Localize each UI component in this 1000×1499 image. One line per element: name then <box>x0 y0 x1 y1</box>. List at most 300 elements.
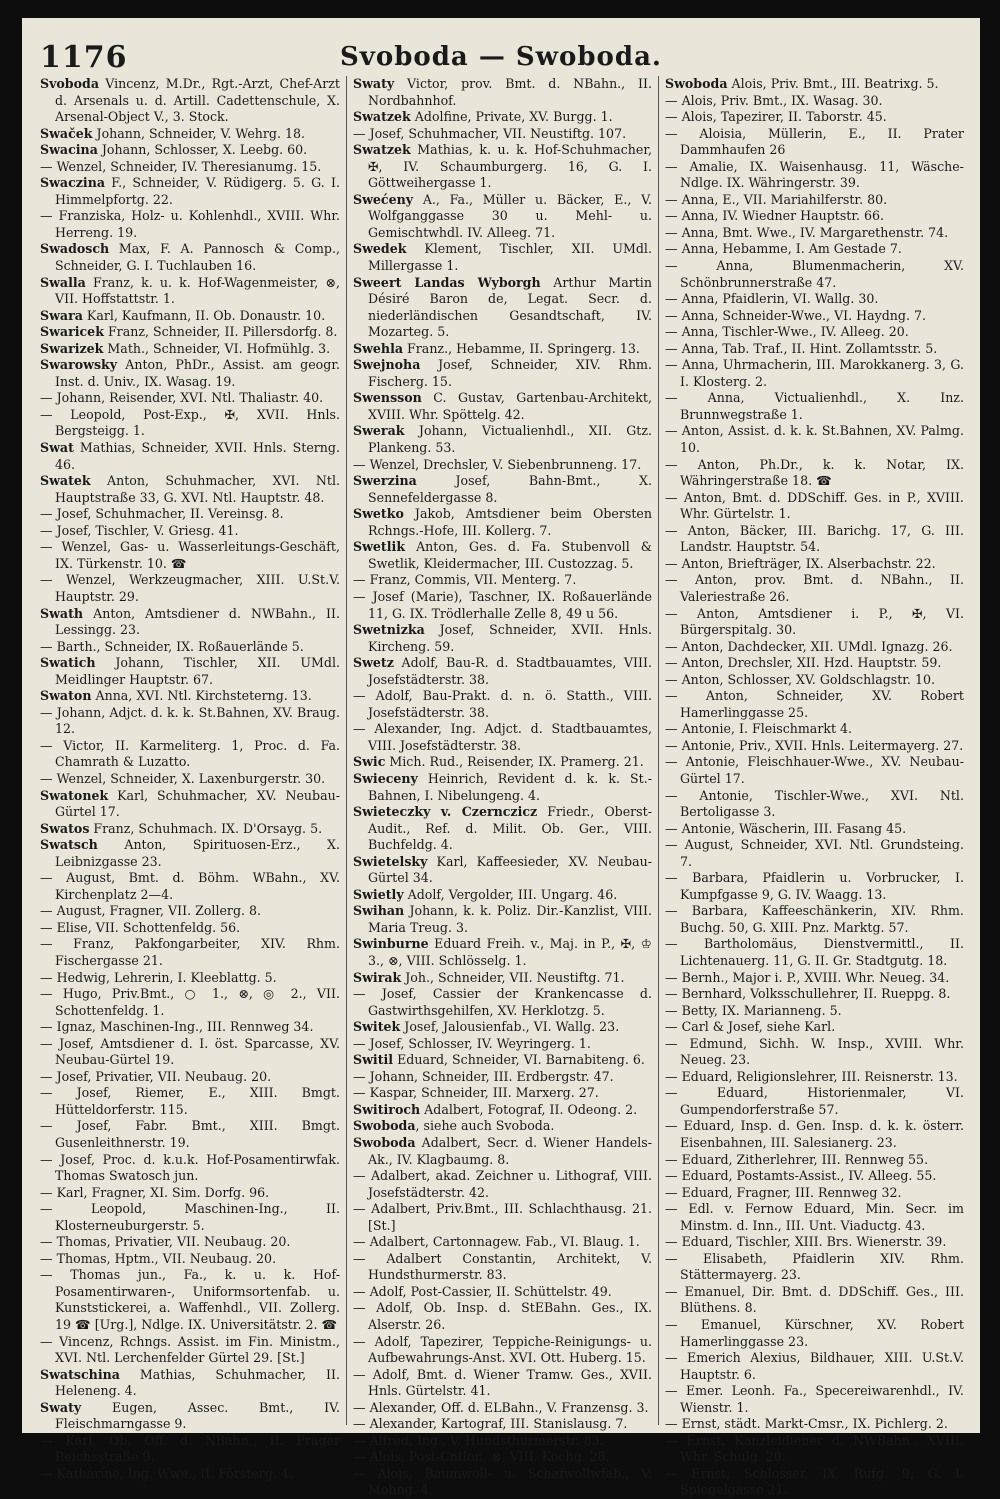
entry-text: — Betty, IX. Marianneng. 5. <box>664 1002 842 1018</box>
entry-text: Anton, Amtsdiener d. NWBahn., II. Lessingg. 23. <box>55 605 340 638</box>
directory-entry <box>665 1383 964 1416</box>
directory-entry <box>353 804 652 854</box>
directory-entry <box>40 1085 340 1118</box>
entry-text: — Franz, Pakfongarbeiter, XIV. Rhm. Fischergasse 21. <box>40 936 340 968</box>
entry-surname: Swara <box>40 307 83 323</box>
directory-entry <box>40 126 340 143</box>
entry-text: — Anton, Briefträger, IX. Alserbachstr. 22. <box>664 555 936 571</box>
entry-text: — Alois, Tapezirer, II. Taborstr. 45. <box>664 109 887 125</box>
directory-entry <box>665 1317 964 1350</box>
entry-text: — Josef, Privatier, VII. Neubaug. 20. <box>40 1068 272 1084</box>
entry-text: — Franziska, Holz- u. Kohlenhdl., XVIII. Whr. Herreng. 19. <box>40 208 340 240</box>
directory-entry <box>665 225 964 242</box>
directory-entry <box>353 142 652 192</box>
entry-text: — Josef, Schuhmacher, II. Vereinsg. 8. <box>40 506 284 522</box>
directory-entry <box>353 506 652 539</box>
directory-entry <box>353 1251 652 1284</box>
directory-entry <box>40 1334 340 1367</box>
directory-entry <box>40 1400 340 1433</box>
entry-text: — Carl & Josef, siehe Karl. <box>664 1019 836 1035</box>
directory-entry <box>665 970 964 987</box>
entry-surname: Swoboda <box>352 1135 416 1150</box>
entry-text: — Wenzel, Werkzeugmacher, XIII. U.St.V. Hauptstr. 29. <box>40 572 340 604</box>
entry-text: Eduard Freih. v., Maj. in P., ✠, ♔ 3., ⊗, VIII. Schlösselg. 1. <box>367 936 652 968</box>
entry-text: — Eduard, Historienmaler, VI. Gumpendorferstraße 57. <box>664 1085 964 1117</box>
entry-surname: Swietelsky <box>352 853 428 869</box>
entry-text: — Anton, prov. Bmt. d. NBahn., II. Valeriestraße 26. <box>664 572 964 604</box>
entry-text: — August, Schneider, XVI. Ntl. Grundsteing. 7. <box>664 837 964 869</box>
directory-entry <box>40 1267 340 1333</box>
entry-surname: Swatonek <box>40 787 109 803</box>
directory-entry <box>665 457 964 490</box>
directory-entry <box>665 1433 964 1466</box>
directory-entry <box>40 407 340 440</box>
entry-text: Victor, prov. Bmt. d. NBahn., II. Nordbahnhof. <box>367 76 652 108</box>
column-1 <box>34 76 346 1481</box>
entry-surname: Swirak <box>352 969 402 985</box>
directory-entry <box>353 126 652 143</box>
entry-surname: Switek <box>352 1019 401 1035</box>
entry-surname: Swadosch <box>40 241 110 257</box>
directory-entry <box>665 788 964 821</box>
entry-text: — Anton, Drechsler, XII. Hzd. Hauptstr. 59. <box>664 655 942 671</box>
entry-text: Adalbert, Fotograf, II. Odeong. 2. <box>420 1101 638 1117</box>
directory-entry <box>353 655 652 688</box>
entry-surname: Swinburne <box>352 936 429 952</box>
entry-text: — Kaspar, Schneider, III. Marxerg. 27. <box>352 1085 599 1101</box>
directory-entry <box>353 357 652 390</box>
entry-text: — Antonie, Wäscherin, III. Fasang 45. <box>664 820 907 836</box>
entry-text: — Josef, Amtsdiener d. I. öst. Sparcasse, XV. Neubau-Gürtel 19. <box>40 1035 340 1068</box>
entry-text: — Adolf, Bau-Prakt. d. n. ö. Statth., VIII. Josefstädterstr. 38. <box>352 688 652 720</box>
directory-entry <box>40 1234 340 1251</box>
directory-entry <box>40 208 340 241</box>
column-2 <box>346 76 658 1498</box>
entry-text: Franz, k. u. k. Hof-Wagenmeister, ⊗, VII. Hoffstattstr. 1. <box>55 274 340 307</box>
entry-text: — Bernh., Major i. P., XVIII. Whr. Neueg. 34. <box>664 969 950 985</box>
directory-entry <box>665 258 964 291</box>
directory-entry <box>665 192 964 209</box>
directory-entry <box>353 1367 652 1400</box>
directory-page <box>22 18 980 1498</box>
running-head: Svoboda — Swoboda. <box>340 42 662 72</box>
entry-text: — Johann, Adjct. d. k. k. St.Bahnen, XV. Braug. 12. <box>40 704 340 737</box>
directory-entry <box>665 1466 964 1499</box>
entry-text: — Ernst, städt. Markt-Cmsr., IX. Pichlerg. 2. <box>664 1416 948 1432</box>
entry-text: — Aloisia, Müllerin, E., II. Prater Dammhaufen 26 <box>664 125 964 158</box>
entry-text: Johann, Tischler, XII. UMdl. Meidlinger Hauptstr. 67. <box>55 655 340 687</box>
directory-entry <box>353 1300 652 1333</box>
directory-entry <box>40 241 340 274</box>
entry-text: — Adalbert, Cartonnagew. Fab., VI. Blaug. 1. <box>352 1234 640 1250</box>
directory-entry <box>665 291 964 308</box>
directory-entry <box>40 771 340 788</box>
directory-entry <box>665 672 964 689</box>
directory-entry <box>353 854 652 887</box>
entry-text: — Anna, Hebamme, I. Am Gestade 7. <box>664 241 902 257</box>
entry-text: Math., Schneider, VI. Hofmühlg. 3. <box>103 340 331 356</box>
directory-entry <box>40 870 340 903</box>
entry-text: — Anna, Uhrmacherin, III. Marokkanerg. 3, G. I. Klosterg. 2. <box>664 357 964 389</box>
entry-surname: Swensson <box>352 390 422 406</box>
entry-surname: Swaty <box>40 1399 82 1415</box>
directory-entry <box>353 1118 652 1135</box>
entry-surname: Swetlik <box>352 539 406 555</box>
entry-surname: Swatschina <box>40 1366 120 1382</box>
entry-text: — Wenzel, Schneider, X. Laxenburgerstr. 30. <box>40 770 326 786</box>
directory-entry <box>353 1168 652 1201</box>
entry-text: — Thomas, Privatier, VII. Neubaug. 20. <box>40 1234 291 1250</box>
directory-entry <box>665 1234 964 1251</box>
entry-text: — Josef (Marie), Taschner, IX. Roßauerlände 11, G. IX. Trödlerhalle Zelle 8, 49 u 56. <box>352 588 652 621</box>
entry-text: — Emer. Leonh. Fa., Specereiwarenhdl., IV. Wienstr. 1. <box>664 1383 964 1415</box>
entry-text: — Leopold, Post-Exp., ✠, XVII. Hnls. Bergsteigg. 1. <box>40 406 340 439</box>
entry-text: — Anna, Pfaidlerin, VI. Wallg. 30. <box>664 291 879 307</box>
entry-surname: Swatich <box>40 655 96 671</box>
entry-text: — Alexander, Ing. Adjct. d. Stadtbauamtes, VIII. Josefstädterstr. 38. <box>352 721 652 753</box>
directory-entry <box>353 539 652 572</box>
directory-entry <box>353 622 652 655</box>
directory-entry <box>665 1201 964 1234</box>
directory-entry <box>665 126 964 159</box>
entry-text: — Ernst, Schlosser, IX. Rufg. 9, G. I. Spiegelgasse 21. <box>664 1465 964 1498</box>
directory-entry <box>40 1019 340 1036</box>
directory-entry <box>40 1466 340 1483</box>
entry-surname: Svoboda <box>40 76 99 91</box>
columns <box>34 76 970 1498</box>
entry-text: — Eduard, Fragner, III. Rennweg 32. <box>664 1184 902 1200</box>
entry-surname: Swoboda <box>664 76 728 91</box>
entry-text: — Alois, Baumwoll- u. Schafwollwfab., V. Mohng. 4. <box>352 1465 652 1498</box>
entry-surname: Swieceny <box>352 770 418 786</box>
entry-surname: Swatsch <box>40 837 98 853</box>
directory-entry <box>40 1201 340 1234</box>
directory-entry <box>665 821 964 838</box>
directory-entry <box>353 1449 652 1466</box>
entry-surname: Swatek <box>40 473 91 489</box>
directory-entry <box>40 688 340 705</box>
entry-text: — August, Fragner, VII. Zollerg. 8. <box>40 903 262 919</box>
directory-entry <box>665 936 964 969</box>
entry-text: A., Fa., Müller u. Bäcker, E., V. Wolfganggasse 30 u. Mehl- u. Gemischtwhdl. IV. Alleeg. 71. <box>367 191 652 240</box>
directory-entry <box>353 1433 652 1450</box>
entry-text: Johann, Schlosser, X. Leebg. 60. <box>97 142 308 158</box>
column-3 <box>658 76 970 1498</box>
entry-surname: Swarizek <box>40 340 104 356</box>
entry-surname: Swerzina <box>352 473 417 489</box>
entry-surname: Switil <box>352 1052 394 1068</box>
entry-text: — Anna, Tab. Traf., II. Hint. Zollamtsstr. 5. <box>664 340 938 356</box>
directory-entry <box>665 1069 964 1086</box>
entry-text: — Karl, Ob. Off. d. NBahn., II. Prager Reichsstraße 9. <box>40 1432 340 1465</box>
directory-entry <box>40 341 340 358</box>
entry-surname: Swieteczky v. Czernczicz <box>352 804 538 820</box>
entry-text: Anton, Schuhmacher, XVI. Ntl. Hauptstraße 33, G. XVI. Ntl. Hauptstr. 48. <box>55 473 340 505</box>
entry-text: — Thomas, Hptm., VII. Neubaug. 20. <box>40 1250 277 1266</box>
directory-entry <box>353 390 652 423</box>
directory-entry <box>40 275 340 308</box>
entry-text: Adalbert, Secr. d. Wiener Handels-Ak., IV. Klagbaumg. 8. <box>367 1135 652 1167</box>
entry-text: — Bartholomäus, Dienstvermittl., II. Lichtenauerg. 11, G. II. Gr. Stadtgutg. 18. <box>664 936 964 968</box>
entry-text: Karl, Schuhmacher, XV. Neubau-Gürtel 17. <box>55 787 340 820</box>
entry-text: — Adalbert Constantin, Architekt, V. Hundsthurmerstr. 83. <box>352 1250 652 1283</box>
directory-entry <box>353 1019 652 1036</box>
entry-text: — Thomas jun., Fa., k. u. k. Hof-Posamentirwaren-, Uniformsortenfab. u. Kunststickerei, a. Waffenhdl., VII. Zollerg. 19 ☎ [Urg.], Ndlge. IX. Universitätstr. 2. ☎ <box>40 1267 340 1333</box>
entry-text: — Alfred, Ing., V. Hundsthurmerstr. 83. <box>352 1432 604 1448</box>
entry-surname: Sweert Landas Wyborgh <box>352 274 541 290</box>
entry-text: — Alois, Priv. Bmt., IX. Wasag. 30. <box>664 92 883 108</box>
entry-text: Heinrich, Revident d. k. k. St.-Bahnen, I. Nibelungeng. 4. <box>367 770 652 803</box>
directory-entry <box>665 1251 964 1284</box>
entry-text: — Victor, II. Karmeliterg. 1, Proc. d. Fa. Chamrath & Luzatto. <box>40 737 340 770</box>
entry-surname: Swic <box>352 754 386 770</box>
entry-text: — Antonie, Priv., XVII. Hnls. Leitermayerg. 27. <box>664 737 964 753</box>
directory-entry <box>40 788 340 821</box>
entry-text: — Anna, E., VII. Mariahilferstr. 80. <box>664 191 888 207</box>
directory-entry <box>665 655 964 672</box>
directory-entry <box>40 837 340 870</box>
directory-entry <box>40 1251 340 1268</box>
directory-entry <box>665 423 964 456</box>
entry-surname: Swietly <box>352 886 404 902</box>
entry-surname: Swatos <box>40 820 90 836</box>
directory-entry <box>353 423 652 456</box>
directory-entry <box>353 1466 652 1499</box>
entry-text: Mathias, Schuhmacher, II. Heleneng. 4. <box>55 1366 340 1399</box>
directory-entry <box>40 970 340 987</box>
entry-text: — Hedwig, Lehrerin, I. Kleeblattg. 5. <box>40 969 277 985</box>
entry-text: Adolfine, Private, XV. Burgg. 1. <box>410 109 613 125</box>
entry-text: — Anton, Dachdecker, XII. UMdl. Ignazg. 26. <box>664 638 953 654</box>
entry-surname: Swaton <box>40 688 92 704</box>
entry-text: Mathias, Schneider, XVII. Hnls. Sterng. 46. <box>55 440 340 472</box>
directory-entry <box>353 1036 652 1053</box>
entry-text: — Anton, Schneider, XV. Robert Hamerlinggasse 25. <box>664 688 964 720</box>
entry-surname: Swehla <box>352 340 404 356</box>
entry-surname: Swat <box>40 440 74 456</box>
entry-surname: Swaček <box>40 125 93 141</box>
entry-text: — Adolf, Ob. Insp. d. StEBahn. Ges., IX. Alserstr. 26. <box>352 1300 652 1333</box>
entry-text: — Ignaz, Maschinen-Ing., III. Rennweg 34. <box>40 1019 314 1035</box>
entry-surname: Swarowsky <box>40 357 118 373</box>
directory-entry <box>665 159 964 192</box>
directory-entry <box>40 986 340 1019</box>
entry-text: — Karl, Fragner, XI. Sim. Dorfg. 96. <box>40 1184 270 1200</box>
entry-text: — Edmund, Sichh. W. Insp., XVIII. Whr. Neueg. 23. <box>664 1035 964 1068</box>
entry-text: — Antonie, I. Fleischmarkt 4. <box>664 721 853 737</box>
directory-entry <box>40 324 340 341</box>
directory-entry <box>40 606 340 639</box>
directory-entry <box>353 572 652 589</box>
entry-text: Anton, PhDr., Assist. am geogr. Inst. d. Univ., IX. Wasag. 19. <box>55 357 340 389</box>
entry-text: Josef, Jalousienfab., VI. Wallg. 23. <box>400 1019 620 1035</box>
directory-entry <box>665 1036 964 1069</box>
entry-text: — Anna, IV. Wiedner Hauptstr. 66. <box>664 208 885 224</box>
directory-entry <box>665 324 964 341</box>
directory-entry <box>665 1168 964 1185</box>
entry-text: — Franz, Commis, VII. Menterg. 7. <box>352 572 577 588</box>
entry-text: — Adolf, Tapezirer, Teppiche-Reinigungs- u. Aufbewahrungs-Anst. XVI. Ott. Huberg. 15. <box>352 1333 652 1366</box>
entry-text: — Anton, Bäcker, III. Barichg. 17, G. III. Landstr. Hauptstr. 54. <box>664 522 964 555</box>
directory-entry <box>40 903 340 920</box>
entry-text: — Josef, Schlosser, IV. Weyringerg. 1. <box>352 1035 591 1051</box>
entry-text: — Anna, Schneider-Wwe., VI. Haydng. 7. <box>664 307 927 323</box>
entry-surname: Swaczina <box>40 175 106 191</box>
directory-entry <box>353 1102 652 1119</box>
entry-surname: Swaricek <box>40 324 104 340</box>
entry-text: — Edl. v. Fernow Eduard, Min. Secr. im Minstm. d. Inn., III. Unt. Viaductg. 43. <box>664 1201 964 1233</box>
entry-text: — Ernst, Kanzleidiener d. NWBahn., XVIII. Whr. Schulg. 20. <box>664 1432 964 1465</box>
directory-entry <box>353 1069 652 1086</box>
entry-text: Adolf, Bau-R. d. Stadtbauamtes, VIII. Josefstädterstr. 38. <box>367 655 652 687</box>
entry-text: — Wenzel, Drechsler, V. Siebenbrunneng. 17. <box>352 456 642 472</box>
directory-entry <box>353 1052 652 1069</box>
entry-text: Mathias, k. u. k. Hof-Schuhmacher, ✠, IV. Schaumburgerg. 16, G. I. Göttweihergasse 1. <box>367 142 652 191</box>
entry-text: — Anna, Victualienhdl., X. Inz. Brunnwegstraße 1. <box>664 390 964 422</box>
directory-entry <box>353 754 652 771</box>
directory-entry <box>353 109 652 126</box>
directory-entry <box>665 1416 964 1433</box>
directory-entry <box>665 76 964 93</box>
directory-entry <box>665 1185 964 1202</box>
directory-entry <box>40 1367 340 1400</box>
entry-text: — Eduard, Tischler, XIII. Brs. Wienerstr. 39. <box>664 1234 947 1250</box>
entry-text: Josef, Bahn-Bmt., X. Sennefeldergasse 8. <box>367 473 652 505</box>
entry-text: — Josef, Schuhmacher, VII. Neustiftg. 107. <box>352 125 627 141</box>
directory-entry <box>353 903 652 936</box>
entry-surname: Swetz <box>352 655 394 671</box>
directory-entry <box>40 175 340 208</box>
directory-entry <box>353 1400 652 1417</box>
entry-text: Adolf, Vergolder, III. Ungarg. 46. <box>403 886 618 902</box>
entry-text: — Josef, Riemer, E., XIII. Bmgt. Hütteldorferstr. 115. <box>40 1085 340 1117</box>
entry-text: — Josef, Tischler, V. Griesg. 41. <box>40 522 239 538</box>
entry-text: Joh., Schneider, VII. Neustiftg. 71. <box>401 969 625 985</box>
directory-entry <box>40 1185 340 1202</box>
directory-entry <box>353 1284 652 1301</box>
directory-entry <box>40 523 340 540</box>
entry-text: — Eduard, Religionslehrer, III. Reisnerstr. 13. <box>664 1068 958 1084</box>
directory-entry <box>353 887 652 904</box>
entry-surname: Swedek <box>352 241 407 257</box>
entry-text: — Alois, Post-Cntlor., ⊗, VIII. Kochg. 28. <box>352 1449 610 1465</box>
directory-entry <box>40 936 340 969</box>
entry-text: Jakob, Amtsdiener beim Obersten Rchngs.-Hofe, III. Kollerg. 7. <box>367 506 652 538</box>
directory-entry <box>665 341 964 358</box>
directory-entry <box>665 688 964 721</box>
directory-entry <box>353 688 652 721</box>
entry-text: — Adalbert, akad. Zeichner u. Lithograf, VIII. Josefstädterstr. 42. <box>352 1168 652 1200</box>
entry-text: Anton, Ges. d. Fa. Stubenvoll & Swetlik, Kleidermacher, III. Custozzag. 5. <box>367 539 652 571</box>
directory-entry <box>665 93 964 110</box>
directory-entry <box>40 539 340 572</box>
directory-entry <box>665 241 964 258</box>
entry-text: — Anton, Bmt. d. DDSchiff. Ges. in P., XVIII. Whr. Gürtelstr. 1. <box>664 489 964 522</box>
entry-text: C. Gustav, Gartenbau-Architekt, XVIII. Whr. Spöttelg. 42. <box>367 390 652 422</box>
entry-text: — Emerich Alexius, Bildhauer, XIII. U.St.V. Hauptstr. 6. <box>664 1350 964 1382</box>
directory-entry <box>665 1019 964 1036</box>
directory-entry <box>353 771 652 804</box>
directory-entry <box>353 721 652 754</box>
entry-text: Mich. Rud., Reisender, IX. Pramerg. 21. <box>385 754 644 770</box>
directory-entry <box>665 523 964 556</box>
directory-entry <box>40 572 340 605</box>
entry-text: — Elise, VII. Schottenfeldg. 56. <box>40 919 241 935</box>
entry-text: Eduard, Schneider, VI. Barnabiteng. 6. <box>393 1052 645 1068</box>
directory-entry <box>40 1118 340 1151</box>
directory-entry <box>665 572 964 605</box>
directory-entry <box>665 738 964 755</box>
entry-text: Alois, Priv. Bmt., III. Beatrixg. 5. <box>727 76 939 91</box>
entry-text: — Adolf, Post-Cassier, II. Schüttelstr. 49. <box>352 1283 612 1299</box>
entry-text: — Wenzel, Schneider, IV. Theresianumg. 15. <box>40 158 322 174</box>
directory-entry <box>665 1085 964 1118</box>
directory-entry <box>40 76 340 126</box>
entry-text: — Johann, Reisender, XVI. Ntl. Thaliastr. 40. <box>40 390 324 406</box>
entry-text: — August, Bmt. d. Böhm. WBahn., XV. Kirchenplatz 2—4. <box>40 870 340 902</box>
directory-entry <box>40 655 340 688</box>
directory-entry <box>353 936 652 969</box>
entry-text: — Antonie, Fleischhauer-Wwe., XV. Neubau-Gürtel 17. <box>664 754 964 786</box>
directory-entry <box>40 1152 340 1185</box>
entry-text: — Josef, Proc. d. k.u.k. Hof-Posamentirwfak. Thomas Swatosch jun. <box>40 1151 340 1184</box>
entry-text: — Amalie, IX. Waisenhausg. 11, Wäsche-Ndlge. IX. Währingerstr. 39. <box>664 158 964 191</box>
entry-surname: Swetnizka <box>352 622 425 638</box>
entry-text: — Anna, Tischler-Wwe., IV. Alleeg. 20. <box>664 324 909 340</box>
directory-entry <box>665 606 964 639</box>
directory-entry <box>353 241 652 274</box>
directory-entry <box>40 1433 340 1466</box>
directory-entry <box>353 275 652 341</box>
entry-text: — Emanuel, Kürschner, XV. Robert Hamerlinggasse 23. <box>664 1317 964 1349</box>
entry-surname: Swaty <box>352 76 395 91</box>
directory-entry <box>353 970 652 987</box>
entry-text: — Alexander, Off. d. ELBahn., V. Franzensg. 3. <box>352 1399 649 1415</box>
directory-entry <box>665 639 964 656</box>
entry-text: — Anton, Amtsdiener i. P., ✠, VI. Bürgerspitalg. 30. <box>664 605 964 638</box>
entry-text: — Josef, Cassier der Krankencasse d. Gastwirthsgehilfen, XV. Herklotzg. 5. <box>352 986 652 1018</box>
directory-entry <box>40 473 340 506</box>
entry-surname: Switiroch <box>352 1101 421 1117</box>
entry-text: F., Schneider, V. Rüdigerg. 5. G. I. Himmelpfortg. 22. <box>55 175 340 207</box>
directory-entry <box>353 589 652 622</box>
entry-text: — Wenzel, Gas- u. Wasserleitungs-Geschäft, IX. Türkenstr. 10. ☎ <box>40 539 340 571</box>
directory-entry <box>353 473 652 506</box>
entry-text: Eugen, Assec. Bmt., IV. Fleischmarngasse 9. <box>55 1399 340 1432</box>
directory-entry <box>665 870 964 903</box>
directory-entry <box>665 903 964 936</box>
entry-text: — Bernhard, Volksschullehrer, II. Rueppg. 8. <box>664 986 951 1002</box>
entry-text: Johann, Schneider, V. Wehrg. 18. <box>92 125 306 141</box>
entry-text: — Barbara, Kaffeeschänkerin, XIV. Rhm. Buchg. 50, G. XIII. Pnz. Marktg. 57. <box>664 903 964 935</box>
directory-entry <box>353 1416 652 1433</box>
directory-entry <box>665 1003 964 1020</box>
entry-text: — Barbara, Pfaidlerin u. Vorbrucker, I. Kumpfgasse 9, G. IV. Waagg. 13. <box>664 870 964 902</box>
entry-text: — Anton, Ph.Dr., k. k. Notar, IX. Währingerstraße 18. ☎ <box>664 456 964 489</box>
entry-text: — Adalbert, Priv.Bmt., III. Schlachthausg. 21. [St.] <box>352 1201 652 1233</box>
entry-text: — Elisabeth, Pfaidlerin XIV. Rhm. Stättermayerg. 23. <box>664 1250 964 1283</box>
entry-text: — Hugo, Priv.Bmt., ○ 1., ⊗, ◎ 2., VII. Schottenfeldg. 1. <box>40 986 340 1018</box>
entry-text: — Leopold, Maschinen-Ing., II. Klosterneuburgerstr. 5. <box>40 1201 340 1233</box>
directory-entry <box>665 1284 964 1317</box>
directory-entry <box>40 1036 340 1069</box>
entry-text: — Antonie, Tischler-Wwe., XVI. Ntl. Bertoligasse 3. <box>664 787 964 820</box>
entry-text: — Eduard, Insp. d. Gen. Insp. d. k. k. österr. Eisenbahnen, III. Salesianerg. 23. <box>664 1118 964 1150</box>
directory-entry <box>665 1350 964 1383</box>
entry-text: Anton, Spirituosen-Erz., X. Leibnizgasse 23. <box>55 837 340 869</box>
directory-entry <box>665 1118 964 1151</box>
entry-text: Max, F. A. Pannosch & Comp., Schneider, G. I. Tuchlauben 16. <box>55 241 340 274</box>
